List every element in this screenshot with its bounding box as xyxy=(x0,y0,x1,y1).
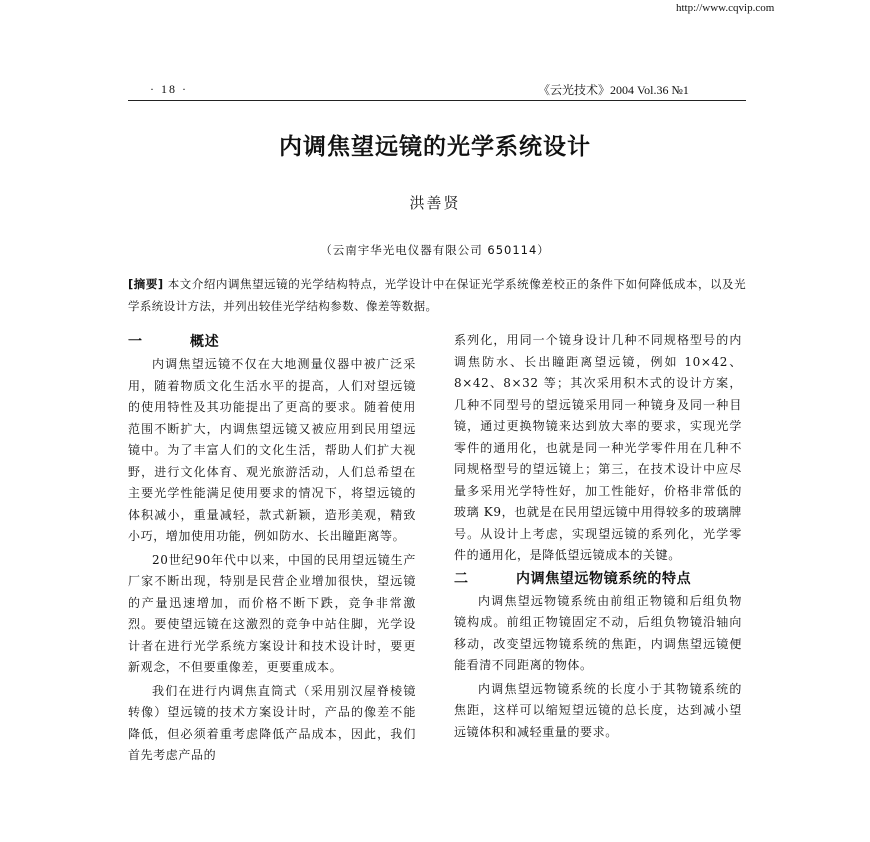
paragraph: 我们在进行内调焦直筒式（采用别汉屋脊棱镜转像）望远镜的技术方案设计时，产品的像差不能降低，但必须着重考虑降低产品成本，因此，我们首先考虑产品的 xyxy=(128,683,416,762)
abstract-text: 本文介绍内调焦望远镜的光学结构特点，光学设计中在保证光学系统像差校正的条件下如何降低成本，以及光学系统设计方法，并列出较佳光学结构参数、像差等数据。 xyxy=(128,277,746,313)
page-number: · 18 · xyxy=(150,82,188,96)
section-number: 一 xyxy=(128,334,143,350)
section-number: 二 xyxy=(454,570,469,587)
paragraph: 内调焦望远物镜系统的长度小于其物镜系统的焦距，这样可以缩短望远镜的总长度，达到减小望远镜体积和减轻重量的要求。 xyxy=(454,681,742,739)
abstract-label: [摘要] xyxy=(128,277,164,291)
right-column xyxy=(454,330,742,743)
section-heading-2 xyxy=(454,567,742,591)
section-title: 内调焦望远物镜系统的特点 xyxy=(516,570,692,587)
header-rule xyxy=(128,100,746,101)
paper-title: 内调焦望远镜的光学系统设计 xyxy=(279,134,591,160)
author-affiliation: （云南宇华光电仪器有限公司 650114） xyxy=(320,243,550,257)
paragraph: 20世纪90年代中以来，中国的民用望远镜生产厂家不断出现，特别是民营企业增加很快，望远镜的产量迅速增加，而价格不断下跌，竞争非常激烈。要使望远镜在这激烈的竞争中站住脚，光学设计者在进行光学系统方案设计和技术设计时，要更新观念，不但要重像差，更要重成本。 xyxy=(128,552,416,674)
journal-citation: 《云光技术》2004 Vol.36 №1 xyxy=(538,83,689,97)
paragraph: 系列化，用同一个镜身设计几种不同规格型号的内调焦防水、长出瞳距离望远镜，例如 10×42、8×42、8×32 等；其次采用积木式的设计方案，几种不同型号的望远镜采用同一种镜身及同一种目镜，通过更换物镜来达到放大率的要求，实现光学零件的通用化，也就是同一种光学零件用在几种不同规格型号的望远镜上；第三，在技术设计中应尽量多采用光学特性好，加工性能好，价格非常低的玻璃 K9，也就是在民用望远镜中用得较多的玻璃牌号。从设计上考虑，实现望远镜的系列化，光学零件的通用化，是降低望远镜成本的关键。 xyxy=(454,333,742,562)
author-name: 洪善贤 xyxy=(409,194,461,212)
paragraph: 内调焦望远镜不仅在大地测量仪器中被广泛采用，随着物质文化生活水平的提高，人们对望远镜的使用特性及其功能提出了更高的要求。随着使用范围不断扩大，内调焦望远镜又被应用到民用望远镜中。为了丰富人们的文化生活，帮助人们扩大视野，进行文化体育、观光旅游活动，人们总希望在主要光学性能满足使用要求的情况下，将望远镜的体积减小，重量减轻，款式新颖，造形美观，精致小巧，增加使用功能，例如防水、长出瞳距离等。 xyxy=(128,357,416,543)
left-column xyxy=(128,330,416,767)
section-title: 概述 xyxy=(190,334,220,350)
abstract xyxy=(128,273,746,317)
section-heading-1 xyxy=(128,330,416,354)
watermark-url: http://www.cqvip.com xyxy=(676,2,775,14)
paragraph: 内调焦望远物镜系统由前组正物镜和后组负物镜构成。前组正物镜固定不动，后组负物镜沿轴向移动，改变望远物镜系统的焦距，内调焦望远镜便能看清不同距离的物体。 xyxy=(454,593,742,672)
